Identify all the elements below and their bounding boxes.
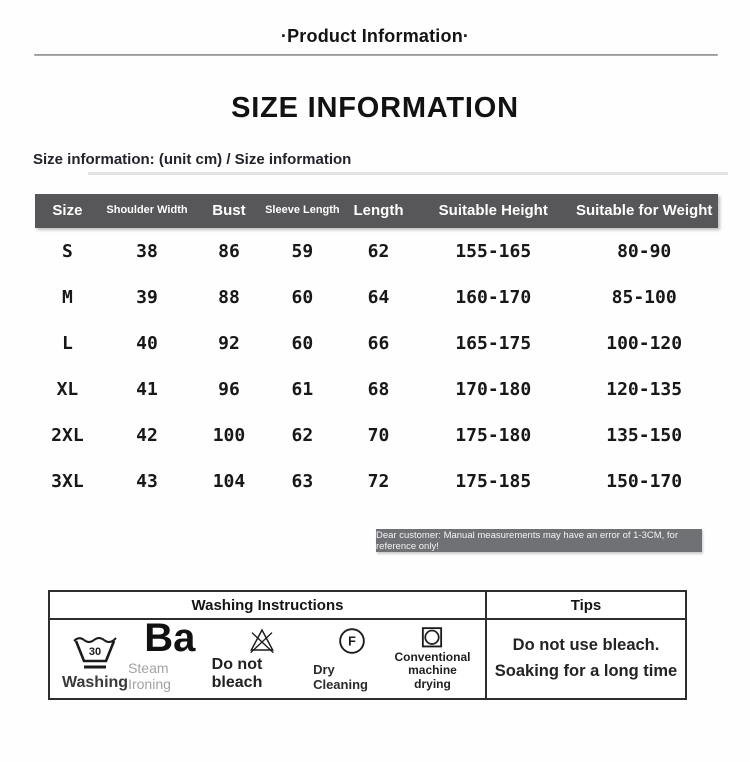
care-item-steam-ironing xyxy=(128,616,212,692)
tips-line: Soaking for a long time xyxy=(494,662,678,680)
measurement-cell: 155-165 xyxy=(455,240,532,262)
size-table-body xyxy=(35,228,718,504)
tips-cell xyxy=(487,620,685,698)
machine-drying-label xyxy=(390,651,475,692)
measurement-cell: 60 xyxy=(291,286,314,308)
washing-icons-cell xyxy=(50,616,487,698)
measurement-cell: 62 xyxy=(367,240,390,262)
size-label-cell: M xyxy=(62,286,73,308)
measurement-cell: 85-100 xyxy=(611,286,677,308)
care-item-machine-drying xyxy=(390,626,475,692)
measurement-cell: 100 xyxy=(212,424,246,446)
size-table-header-row xyxy=(35,194,718,228)
measurement-cell: 86 xyxy=(218,240,240,262)
measurement-cell: 38 xyxy=(136,240,158,262)
measurement-note-bar xyxy=(376,529,702,552)
measurement-cell: 68 xyxy=(367,378,390,400)
column-header-shoulder-width: Shoulder Width xyxy=(106,204,188,217)
measurement-cell: 88 xyxy=(218,286,240,308)
product-information-banner: ·Product Information· xyxy=(280,26,470,46)
measurement-cell: 62 xyxy=(291,424,314,446)
measurement-cell: 120-135 xyxy=(606,378,683,400)
svg-text:F: F xyxy=(347,634,356,649)
dry-cleaning-label: Dry Cleaning xyxy=(313,662,368,692)
steam-ironing-label: Steam Ironing xyxy=(128,660,171,692)
size-table-row xyxy=(35,274,718,320)
measurement-cell: 160-170 xyxy=(455,286,532,308)
care-instructions-table xyxy=(48,590,687,700)
care-item-dry-cleaning xyxy=(313,626,390,692)
machine-drying-label-line1: Conventional xyxy=(394,649,471,664)
measurement-cell: 59 xyxy=(291,240,314,262)
wash-tub-30-icon xyxy=(72,631,118,671)
care-item-washing xyxy=(62,626,128,692)
measurement-cell: 43 xyxy=(136,470,158,492)
size-label-cell: XL xyxy=(56,378,79,400)
column-header-suitable-height: Suitable Height xyxy=(438,202,548,220)
measurement-cell: 40 xyxy=(136,332,158,354)
measurement-cell: 80-90 xyxy=(617,240,672,262)
horizontal-divider xyxy=(34,54,718,56)
measurement-cell: 66 xyxy=(367,332,390,354)
dry-clean-f-icon xyxy=(332,626,372,656)
size-table-row xyxy=(35,366,718,412)
measurement-cell: 60 xyxy=(291,332,314,354)
measurement-cell: 39 xyxy=(136,286,158,308)
measurement-cell: 170-180 xyxy=(455,378,532,400)
subtitle-underline xyxy=(88,172,728,175)
column-header-length: Length xyxy=(353,202,404,220)
machine-drying-label-line2: machine drying xyxy=(408,663,457,692)
measurement-cell: 175-180 xyxy=(455,424,532,446)
measurement-cell: 92 xyxy=(218,332,240,354)
washing-instructions-header: Washing Instructions xyxy=(50,592,487,618)
size-label-cell: 2XL xyxy=(51,424,84,446)
size-table xyxy=(35,194,718,504)
measurement-cell: 135-150 xyxy=(606,424,683,446)
size-label-cell: S xyxy=(62,240,73,262)
size-table-row xyxy=(35,412,718,458)
column-header-size: Size xyxy=(52,202,83,220)
measurement-cell: 41 xyxy=(136,378,158,400)
washing-label: Washing xyxy=(62,674,129,691)
measurement-cell: 96 xyxy=(218,378,240,400)
machine-dry-icon xyxy=(410,626,454,649)
care-item-do-not-bleach xyxy=(212,626,313,692)
size-table-row xyxy=(35,228,718,274)
column-header-bust: Bust xyxy=(212,202,246,220)
measurement-cell: 100-120 xyxy=(606,332,683,354)
steam-iron-icon: Ba xyxy=(144,616,196,660)
size-label-cell: 3XL xyxy=(51,470,84,492)
measurement-cell: 42 xyxy=(136,424,158,446)
care-table-body-row xyxy=(50,616,685,698)
measurement-note-text: Dear customer: Manual measurements may have an error of 1-3CM, for reference only! xyxy=(376,529,679,552)
measurement-cell: 70 xyxy=(367,424,390,446)
tips-line: Do not use bleach. xyxy=(512,636,660,655)
svg-text:30: 30 xyxy=(88,646,102,658)
size-table-row xyxy=(35,320,718,366)
measurement-cell: 165-175 xyxy=(455,332,532,354)
do-not-bleach-label: Do not bleach xyxy=(211,656,263,691)
do-not-bleach-icon xyxy=(239,626,285,654)
measurement-cell: 175-185 xyxy=(455,470,532,492)
tips-header: Tips xyxy=(570,596,602,614)
measurement-cell: 61 xyxy=(291,378,314,400)
page-title: SIZE INFORMATION xyxy=(231,92,519,124)
column-header-suitable-weight: Suitable for Weight xyxy=(575,202,713,220)
size-table-row xyxy=(35,458,718,504)
measurement-cell: 104 xyxy=(212,470,246,492)
column-header-sleeve-length: Sleeve Length xyxy=(265,204,340,217)
size-label-cell: L xyxy=(62,332,73,354)
measurement-cell: 63 xyxy=(291,470,314,492)
measurement-cell: 64 xyxy=(367,286,390,308)
measurement-cell: 72 xyxy=(367,470,390,492)
size-info-subtitle: Size information: (unit cm) / Size information xyxy=(33,151,352,168)
measurement-cell: 150-170 xyxy=(606,470,683,492)
